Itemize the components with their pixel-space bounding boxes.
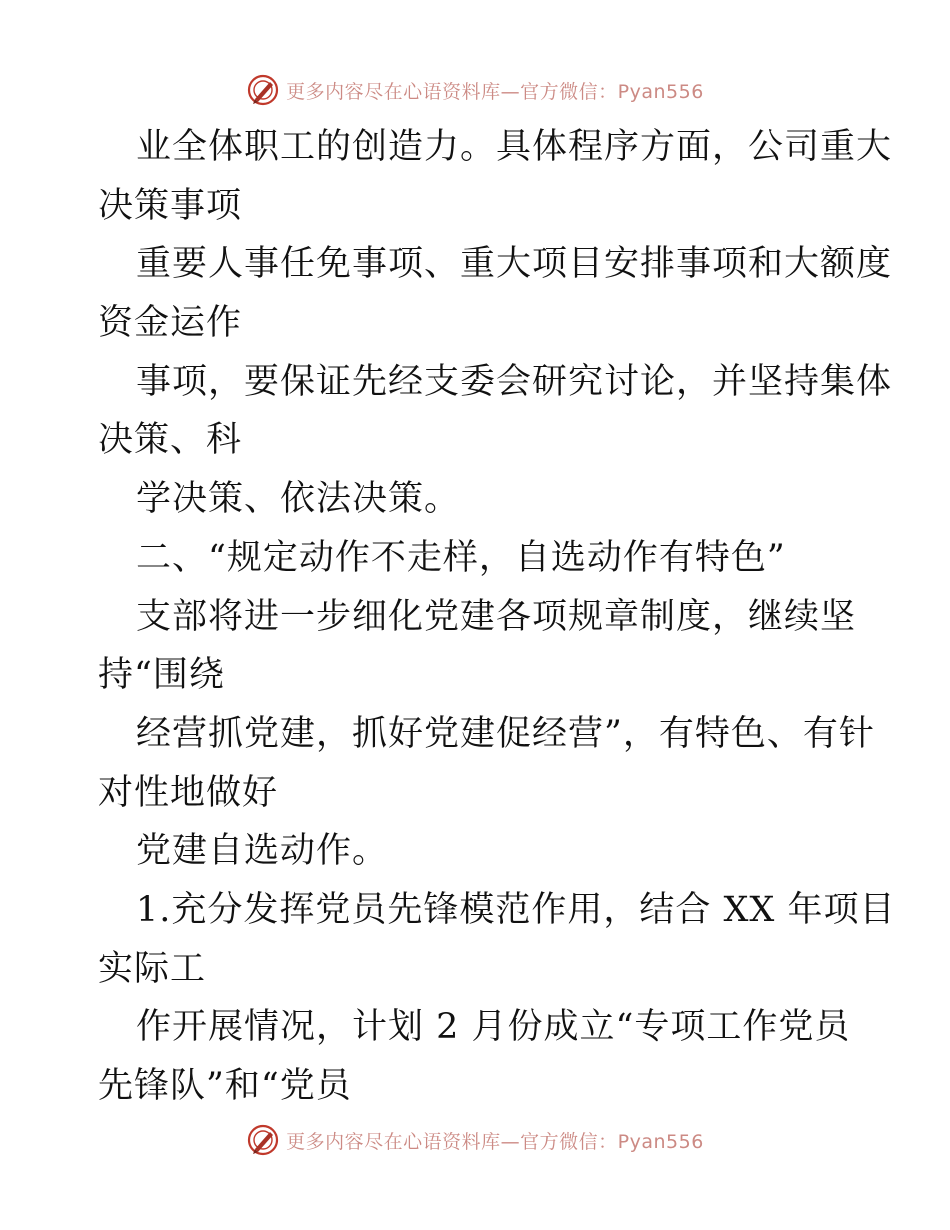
- section-heading: 二、“规定动作不走样，自选动作有特色”: [136, 537, 786, 578]
- body-line: 实际工: [98, 948, 207, 989]
- watermark-text: 更多内容尽在心语资料库—官方微信：Pyan556: [286, 80, 704, 103]
- watermark-text: 更多内容尽在心语资料库—官方微信：Pyan556: [286, 1130, 704, 1153]
- body-line: 经营抓党建，抓好党建促经营”，有特色、有针: [136, 713, 875, 754]
- body-line: 资金运作: [98, 303, 243, 344]
- body-line: 先锋队”和“党员: [98, 1066, 352, 1106]
- pen-logo-icon: [246, 1123, 280, 1157]
- body-line: 决策事项: [98, 185, 243, 226]
- header-watermark: [0, 70, 950, 110]
- body-line: 作开展情况，计划 2 月份成立“专项工作党员: [136, 1007, 851, 1048]
- body-line: 支部将进一步细化党建各项规章制度，继续坚: [136, 596, 857, 637]
- body-line: 事项，要保证先经支委会研究讨论，并坚持集体: [136, 361, 893, 402]
- body-line: 决策、科: [98, 420, 243, 461]
- body-line: 重要人事任免事项、重大项目安排事项和大额度: [136, 244, 893, 285]
- footer-watermark: [0, 1120, 950, 1160]
- body-line: 1.充分发挥党员先锋模范作用，结合 XX 年项目: [136, 889, 896, 930]
- body-line: 党建自选动作。: [136, 831, 389, 872]
- body-line: 业全体职工的创造力。具体程序方面，公司重大: [136, 127, 893, 167]
- body-line: 对性地做好: [98, 772, 279, 813]
- pen-logo-icon: [246, 73, 280, 107]
- document-body: [98, 118, 896, 1116]
- body-line: 学决策、依法决策。: [136, 479, 461, 520]
- body-line: 持“围绕: [98, 655, 225, 696]
